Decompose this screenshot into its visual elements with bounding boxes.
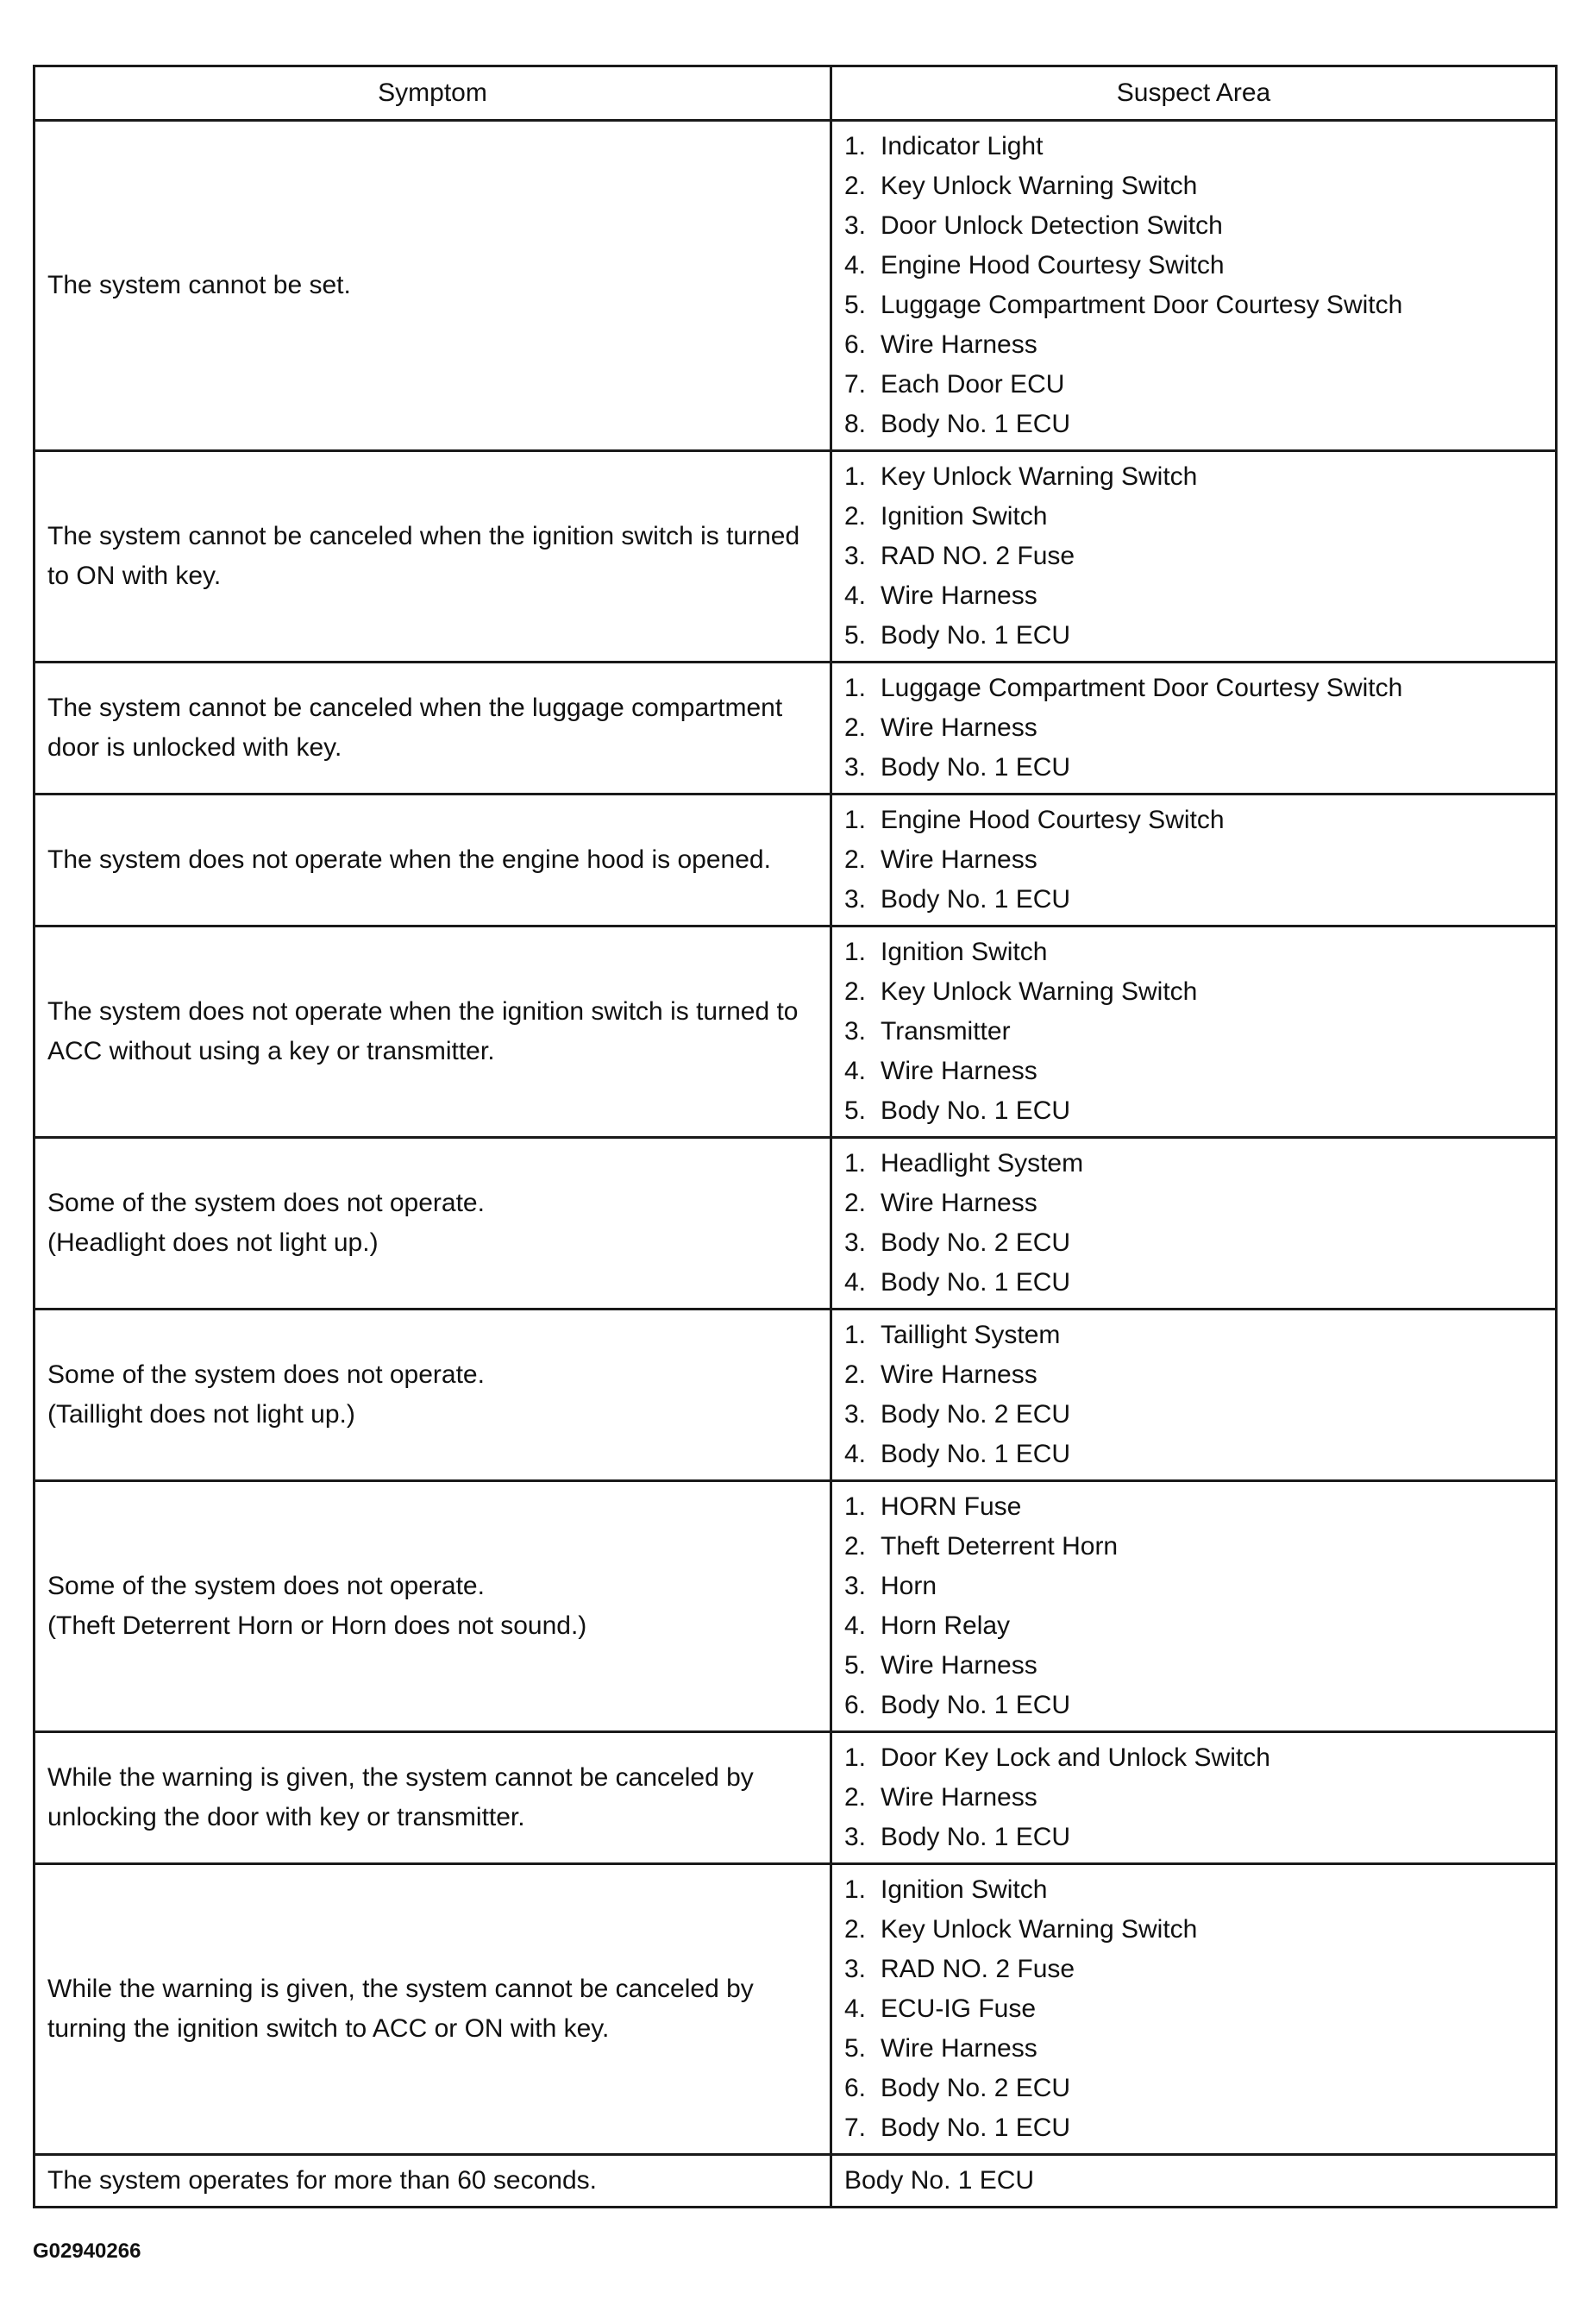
symptom-text: (Taillight does not light up.) <box>47 1400 355 1429</box>
symptom-text: Some of the system does not operate. <box>47 1189 485 1217</box>
suspect-item <box>844 1435 1543 1474</box>
suspect-item <box>844 405 1543 444</box>
suspect-area-cell <box>831 926 1557 1138</box>
suspect-item-label: Door Key Lock and Unlock Switch <box>881 1743 1270 1772</box>
suspect-area-cell <box>831 1138 1557 1310</box>
suspect-item-number: 4. <box>844 1611 867 1640</box>
suspect-item <box>844 1870 1543 1910</box>
suspect-item <box>844 365 1543 405</box>
suspect-item-number: 6. <box>844 2074 867 2102</box>
suspect-item-number: 1. <box>844 674 867 702</box>
suspect-item-number: 3. <box>844 1572 867 1600</box>
suspect-item <box>844 2029 1543 2069</box>
suspect-item-label: ECU-IG Fuse <box>881 1994 1037 2023</box>
suspect-item-label: Body No. 1 ECU <box>844 2166 1035 2195</box>
suspect-item-number: 4. <box>844 1057 867 1085</box>
suspect-item <box>844 246 1543 286</box>
suspect-item-number: 6. <box>844 330 867 359</box>
suspect-item <box>844 1487 1543 1527</box>
suspect-item-label: Wire Harness <box>881 1360 1037 1389</box>
suspect-item-label: Wire Harness <box>881 1189 1037 1217</box>
table-row <box>34 926 1557 1138</box>
suspect-area-cell <box>831 1864 1557 2155</box>
suspect-item-number: 2. <box>844 1189 867 1217</box>
suspect-item-label: Theft Deterrent Horn <box>881 1532 1119 1561</box>
suspect-item <box>844 1012 1543 1052</box>
table-row <box>34 1864 1557 2155</box>
table-row <box>34 795 1557 926</box>
suspect-item <box>844 1527 1543 1567</box>
suspect-item-label: Key Unlock Warning Switch <box>881 172 1198 200</box>
symptom-cell <box>34 663 831 795</box>
suspect-item-label: Key Unlock Warning Switch <box>881 1915 1198 1944</box>
symptom-cell <box>34 795 831 926</box>
suspect-item-label: Body No. 1 ECU <box>881 621 1071 650</box>
suspect-item-label: Engine Hood Courtesy Switch <box>881 251 1225 280</box>
suspect-item-number: 1. <box>844 132 867 160</box>
suspect-item <box>844 1091 1543 1131</box>
symptom-cell <box>34 926 831 1138</box>
suspect-item-label: Key Unlock Warning Switch <box>881 977 1198 1006</box>
suspect-item-number: 3. <box>844 542 867 570</box>
suspect-item-number: 4. <box>844 1268 867 1297</box>
suspect-item-number: 1. <box>844 1149 867 1178</box>
suspect-item-label: Wire Harness <box>881 713 1037 742</box>
suspect-area-cell <box>831 451 1557 663</box>
suspect-item-number: 4. <box>844 581 867 610</box>
suspect-item-label: Wire Harness <box>881 1651 1037 1680</box>
suspect-item-label: Horn Relay <box>881 1611 1011 1640</box>
suspect-item-number: 5. <box>844 1651 867 1680</box>
suspect-area-cell <box>831 2155 1557 2208</box>
suspect-item <box>844 166 1543 206</box>
suspect-item-label: Body No. 2 ECU <box>881 1400 1071 1429</box>
suspect-item <box>844 497 1543 537</box>
suspect-item-label: Indicator Light <box>881 132 1044 160</box>
suspect-item <box>844 1223 1543 1263</box>
suspect-item-label: HORN Fuse <box>881 1492 1022 1521</box>
suspect-item-label: Body No. 2 ECU <box>881 1228 1071 1257</box>
symptom-text: The system operates for more than 60 seconds. <box>47 2166 597 2195</box>
suspect-item-label: Body No. 1 ECU <box>881 753 1071 782</box>
suspect-item-label: Wire Harness <box>881 1783 1037 1812</box>
suspect-area-cell <box>831 1732 1557 1864</box>
suspect-item-label: Headlight System <box>881 1149 1084 1178</box>
suspect-list <box>844 1316 1543 1474</box>
suspect-item-number: 7. <box>844 370 867 399</box>
suspect-item <box>844 1355 1543 1395</box>
figure-code: G02940266 <box>33 2239 141 2263</box>
symptom-cell <box>34 1310 831 1481</box>
suspect-list <box>844 457 1543 656</box>
suspect-list <box>844 127 1543 444</box>
suspect-item-label: RAD NO. 2 Fuse <box>881 1955 1075 1983</box>
suspect-item <box>844 1567 1543 1606</box>
suspect-item <box>844 616 1543 656</box>
suspect-item <box>844 1144 1543 1184</box>
table-row <box>34 1481 1557 1732</box>
suspect-item-label: Luggage Compartment Door Courtesy Switch <box>881 674 1403 702</box>
suspect-item-number: 4. <box>844 1440 867 1468</box>
suspect-item-number: 2. <box>844 172 867 200</box>
symptom-cell <box>34 1481 831 1732</box>
suspect-item <box>844 537 1543 576</box>
suspect-item <box>844 576 1543 616</box>
symptom-text: The system does not operate when the engine hood is opened. <box>47 845 771 874</box>
suspect-item-label: Wire Harness <box>881 845 1037 874</box>
table-row <box>34 121 1557 451</box>
suspect-item-label: Transmitter <box>881 1017 1011 1046</box>
symptom-text: While the warning is given, the system cannot be canceled by <box>47 1763 754 1792</box>
table-row <box>34 2155 1557 2208</box>
symptom-text: The system cannot be canceled when the luggage compartment <box>47 694 783 722</box>
suspect-item-number: 3. <box>844 211 867 240</box>
suspect-item-number: 5. <box>844 2034 867 2063</box>
table-body <box>34 121 1557 2208</box>
symptom-cell <box>34 121 831 451</box>
suspect-list <box>844 933 1543 1131</box>
suspect-item-number: 5. <box>844 1096 867 1125</box>
suspect-item <box>844 1184 1543 1223</box>
symptom-cell <box>34 2155 831 2208</box>
symptom-text: turning the ignition switch to ACC or ON with key. <box>47 2014 610 2043</box>
suspect-item-label: Body No. 1 ECU <box>881 410 1071 438</box>
suspect-item-label: Key Unlock Warning Switch <box>881 462 1198 491</box>
suspect-item-number: 1. <box>844 462 867 491</box>
suspect-item <box>844 206 1543 246</box>
table-row <box>34 1732 1557 1864</box>
suspect-item <box>844 840 1543 880</box>
suspect-item-label: Taillight System <box>881 1321 1061 1349</box>
suspect-item-number: 3. <box>844 1400 867 1429</box>
symptom-text: The system does not operate when the ignition switch is turned to <box>47 997 799 1026</box>
suspect-item-label: Ignition Switch <box>881 1875 1048 1904</box>
symptom-text: unlocking the door with key or transmitter. <box>47 1803 525 1831</box>
suspect-area-cell <box>831 1310 1557 1481</box>
suspect-item-number: 3. <box>844 1228 867 1257</box>
suspect-list <box>844 1738 1543 1857</box>
symptom-text: Some of the system does not operate. <box>47 1572 485 1600</box>
suspect-item <box>844 1316 1543 1355</box>
suspect-item <box>844 127 1543 166</box>
suspect-item-label: Body No. 1 ECU <box>881 1440 1071 1468</box>
suspect-item-number: 8. <box>844 410 867 438</box>
symptom-text: ACC without using a key or transmitter. <box>47 1037 495 1065</box>
suspect-item <box>844 286 1543 325</box>
symptom-text: door is unlocked with key. <box>47 733 342 762</box>
suspect-item-number: 3. <box>844 753 867 782</box>
suspect-item <box>844 1686 1543 1725</box>
suspect-item-number: 4. <box>844 1994 867 2023</box>
suspect-item-number: 3. <box>844 1017 867 1046</box>
suspect-item-number: 2. <box>844 977 867 1006</box>
suspect-item-number: 2. <box>844 1532 867 1561</box>
trouble-symptoms-table <box>33 65 1558 2208</box>
suspect-item-number: 5. <box>844 291 867 319</box>
table-row <box>34 663 1557 795</box>
suspect-item-label: Body No. 1 ECU <box>881 885 1071 914</box>
suspect-item-label: Body No. 1 ECU <box>881 1691 1071 1719</box>
suspect-item <box>844 933 1543 972</box>
suspect-item <box>844 801 1543 840</box>
suspect-item-number: 2. <box>844 1783 867 1812</box>
symptom-text: (Theft Deterrent Horn or Horn does not sound.) <box>47 1611 587 1640</box>
suspect-item-label: Luggage Compartment Door Courtesy Switch <box>881 291 1403 319</box>
suspect-item-label: Each Door ECU <box>881 370 1065 399</box>
suspect-item-number: 5. <box>844 621 867 650</box>
suspect-item-label: Body No. 1 ECU <box>881 1823 1071 1851</box>
suspect-item-number: 2. <box>844 713 867 742</box>
suspect-item-number: 1. <box>844 1492 867 1521</box>
suspect-item-label: Horn <box>881 1572 937 1600</box>
suspect-item <box>844 1950 1543 1989</box>
suspect-item-label: Body No. 1 ECU <box>881 1268 1071 1297</box>
suspect-item <box>844 2069 1543 2108</box>
symptom-cell <box>34 1138 831 1310</box>
suspect-item <box>844 1606 1543 1646</box>
symptom-text: Some of the system does not operate. <box>47 1360 485 1389</box>
trouble-symptoms-sheet <box>33 65 1555 2208</box>
suspect-item-number: 1. <box>844 938 867 966</box>
suspect-item <box>844 1646 1543 1686</box>
suspect-item <box>844 669 1543 708</box>
suspect-item-label: Wire Harness <box>881 1057 1037 1085</box>
symptom-text: While the warning is given, the system cannot be canceled by <box>47 1975 754 2003</box>
symptom-text: to ON with key. <box>47 562 222 590</box>
suspect-item-number: 1. <box>844 1743 867 1772</box>
suspect-item <box>844 325 1543 365</box>
symptom-text: The system cannot be set. <box>47 271 351 299</box>
suspect-item <box>844 880 1543 920</box>
suspect-item-label: Body No. 1 ECU <box>881 2114 1071 2142</box>
suspect-list <box>844 669 1543 788</box>
suspect-area-column-header: Suspect Area <box>831 66 1557 121</box>
suspect-item-label: Ignition Switch <box>881 938 1048 966</box>
suspect-item <box>844 457 1543 497</box>
suspect-item-label: Wire Harness <box>881 581 1037 610</box>
symptom-text: (Headlight does not light up.) <box>47 1228 379 1257</box>
suspect-item-label: Wire Harness <box>881 2034 1037 2063</box>
suspect-item <box>844 1818 1543 1857</box>
suspect-area-cell <box>831 663 1557 795</box>
suspect-area-cell <box>831 795 1557 926</box>
table-header-row <box>34 66 1557 121</box>
suspect-item <box>844 1395 1543 1435</box>
suspect-item <box>844 1910 1543 1950</box>
suspect-item-label: Wire Harness <box>881 330 1037 359</box>
suspect-item-label: Body No. 1 ECU <box>881 1096 1071 1125</box>
table-row <box>34 1138 1557 1310</box>
suspect-list <box>844 1487 1543 1725</box>
suspect-item <box>844 1052 1543 1091</box>
symptom-cell <box>34 451 831 663</box>
suspect-item-number: 4. <box>844 251 867 280</box>
suspect-item-number: 2. <box>844 1360 867 1389</box>
suspect-item <box>844 972 1543 1012</box>
suspect-item <box>844 1738 1543 1778</box>
suspect-item <box>844 1989 1543 2029</box>
table-row <box>34 1310 1557 1481</box>
suspect-item-label: RAD NO. 2 Fuse <box>881 542 1075 570</box>
symptom-text: The system cannot be canceled when the ignition switch is turned <box>47 522 800 550</box>
suspect-area-cell <box>831 121 1557 451</box>
suspect-item-number: 1. <box>844 806 867 834</box>
symptom-cell <box>34 1864 831 2155</box>
suspect-item <box>844 1263 1543 1303</box>
suspect-item <box>844 2108 1543 2148</box>
suspect-item-number: 3. <box>844 885 867 914</box>
suspect-item-label: Ignition Switch <box>881 502 1048 531</box>
symptom-column-header: Symptom <box>34 66 831 121</box>
suspect-item-number: 3. <box>844 1823 867 1851</box>
suspect-item <box>844 708 1543 748</box>
suspect-list <box>844 801 1543 920</box>
suspect-item-number: 3. <box>844 1955 867 1983</box>
suspect-item <box>844 748 1543 788</box>
table-row <box>34 451 1557 663</box>
suspect-item-number: 7. <box>844 2114 867 2142</box>
suspect-item-label: Door Unlock Detection Switch <box>881 211 1223 240</box>
suspect-list <box>844 1144 1543 1303</box>
suspect-item-number: 1. <box>844 1875 867 1904</box>
suspect-item-number: 2. <box>844 1915 867 1944</box>
suspect-list <box>844 1870 1543 2148</box>
suspect-item-number: 2. <box>844 502 867 531</box>
suspect-item-number: 1. <box>844 1321 867 1349</box>
symptom-cell <box>34 1732 831 1864</box>
suspect-item <box>844 1778 1543 1818</box>
suspect-item-label: Engine Hood Courtesy Switch <box>881 806 1225 834</box>
suspect-item-label: Body No. 2 ECU <box>881 2074 1071 2102</box>
suspect-item-number: 2. <box>844 845 867 874</box>
suspect-area-cell <box>831 1481 1557 1732</box>
suspect-item-number: 6. <box>844 1691 867 1719</box>
